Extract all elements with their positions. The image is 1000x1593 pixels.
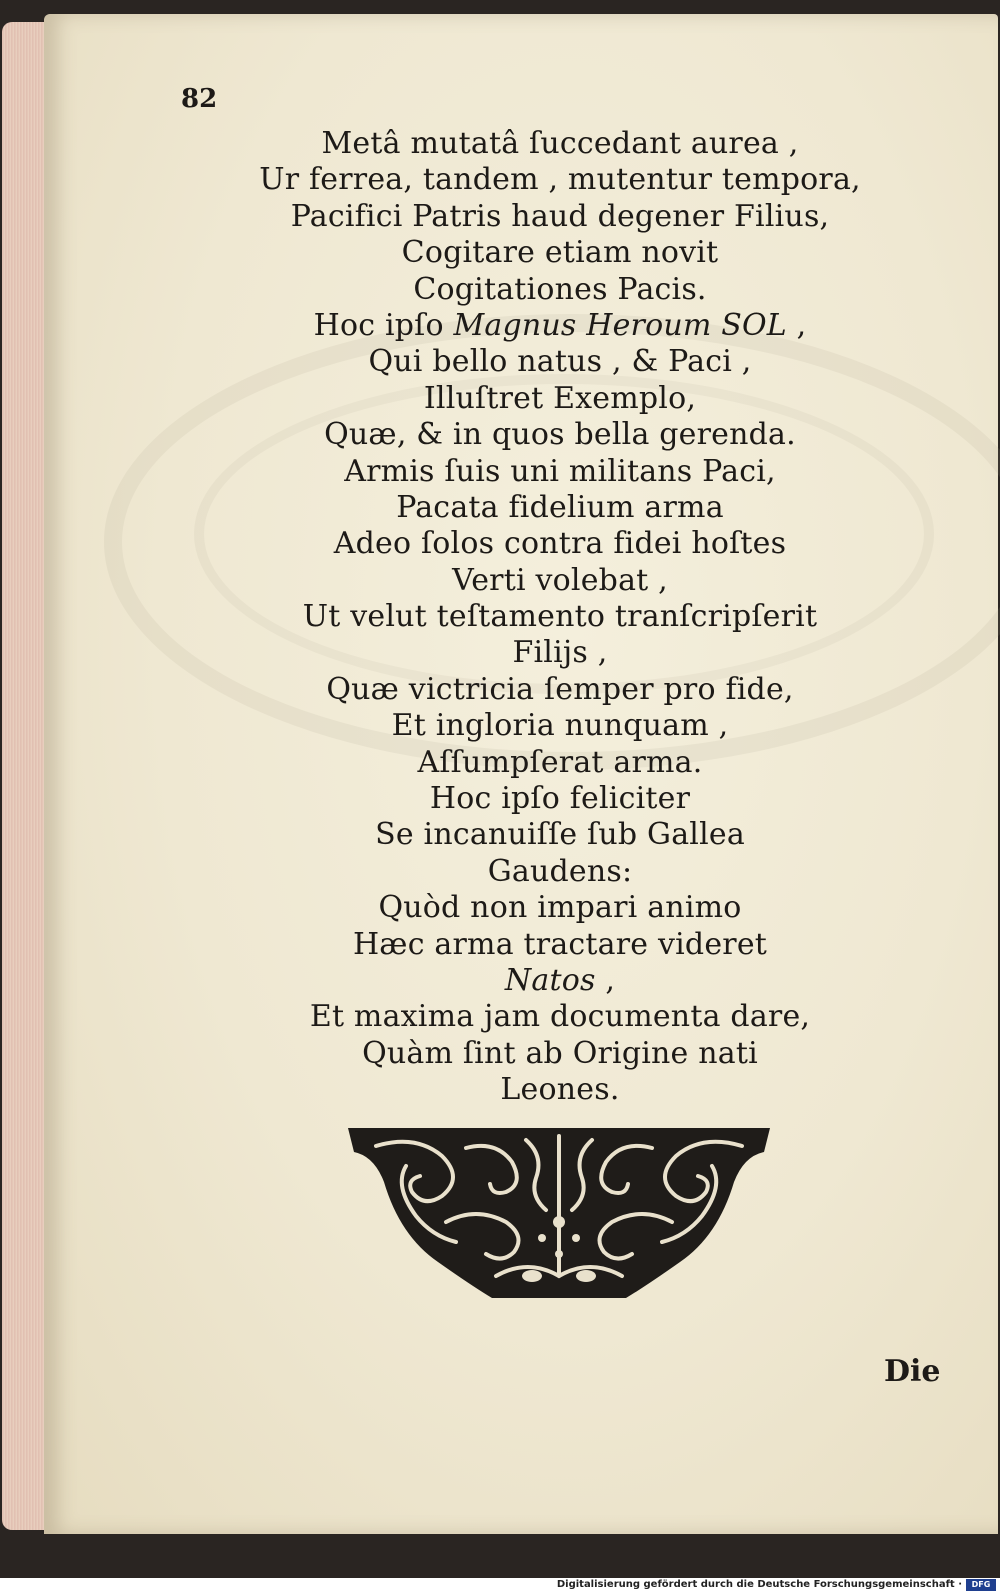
verse-line xyxy=(150,563,970,599)
verse-segment: Et ingloria nunquam , xyxy=(391,708,729,744)
verse-line xyxy=(150,672,970,708)
verse-line xyxy=(150,817,970,853)
verse-line xyxy=(150,454,970,490)
verse-segment: Quæ victricia ſemper pro fide, xyxy=(326,671,794,707)
verse-segment: Quòd non impari animo xyxy=(378,890,742,926)
verse-line xyxy=(150,1072,970,1108)
verse-line xyxy=(150,417,970,453)
digitization-footer xyxy=(0,1578,1000,1593)
verse-segment: Leones. xyxy=(500,1072,620,1108)
verse-segment: , xyxy=(595,962,616,998)
verse-line xyxy=(150,708,970,744)
verse-line xyxy=(150,526,970,562)
verse-line xyxy=(150,272,970,308)
verse-line xyxy=(150,781,970,817)
verse-line xyxy=(150,927,970,963)
verse-segment: Hoc ipſo feliciter xyxy=(429,781,691,817)
verse-line xyxy=(150,308,970,344)
footer-credit: Digitalisierung gefördert durch die Deutsche Forschungsgemeinschaft · xyxy=(556,1579,962,1590)
verse-segment: Pacifici Patris haud degener Filius, xyxy=(290,198,830,234)
verse-line xyxy=(150,235,970,271)
verse-line xyxy=(150,999,970,1035)
verse-line xyxy=(150,490,970,526)
verse-line xyxy=(150,344,970,380)
verse-segment: Ut velut teſtamento tranſcripſerit xyxy=(302,599,818,635)
verse-text xyxy=(150,126,970,1109)
verse-line xyxy=(150,854,970,890)
verse-segment: Cogitare etiam novit xyxy=(401,235,719,271)
verse-line xyxy=(150,126,970,162)
page-number: 82 xyxy=(181,84,218,114)
verse-line xyxy=(150,199,970,235)
verse-segment: Aſſumpſerat arma. xyxy=(417,744,703,780)
verse-segment: Illuſtret Exemplo, xyxy=(423,380,697,416)
verse-segment: Filijs , xyxy=(512,635,608,671)
verse-segment: Et maxima jam documenta dare, xyxy=(309,999,811,1035)
verse-segment: Hoc ipſo xyxy=(313,307,454,343)
verse-segment: Cogitationes Pacis. xyxy=(413,271,707,307)
verse-line xyxy=(150,890,970,926)
catchword: Die xyxy=(884,1354,941,1389)
verse-segment: Armis ſuis uni militans Paci, xyxy=(344,453,776,489)
verse-line xyxy=(150,745,970,781)
verse-segment: Verti volebat , xyxy=(452,562,668,598)
verse-segment: Magnus Heroum SOL xyxy=(453,307,787,343)
verse-line xyxy=(150,963,970,999)
verse-line xyxy=(150,381,970,417)
verse-line xyxy=(150,599,970,635)
verse-line xyxy=(150,635,970,671)
verse-segment: Gaudens: xyxy=(487,853,633,889)
dfg-logo: DFG xyxy=(966,1579,996,1591)
verse-segment: Pacata fidelium arma xyxy=(396,489,724,525)
verse-segment: Qui bello natus , & Paci , xyxy=(368,344,752,380)
verse-line xyxy=(150,1036,970,1072)
verse-segment: Natos xyxy=(504,962,596,998)
verse-segment: Ur ferrea, tandem , mutentur tempora, xyxy=(259,162,861,198)
verse-line xyxy=(150,162,970,198)
verse-segment: Quàm ſint ab Origine nati xyxy=(362,1035,758,1071)
verse-segment: Se incanuiſſe ſub Gallea xyxy=(375,817,745,853)
verse-segment: Adeo ſolos contra fidei hoſtes xyxy=(333,526,787,562)
verse-segment: Quæ, & in quos bella gerenda. xyxy=(324,417,796,453)
tailpiece-ornament xyxy=(346,1126,772,1304)
verse-segment: Metâ mutatâ ſuccedant aurea , xyxy=(321,126,799,161)
verse-segment: Hæc arma tractare videret xyxy=(352,926,768,962)
verse-segment: , xyxy=(786,307,807,343)
